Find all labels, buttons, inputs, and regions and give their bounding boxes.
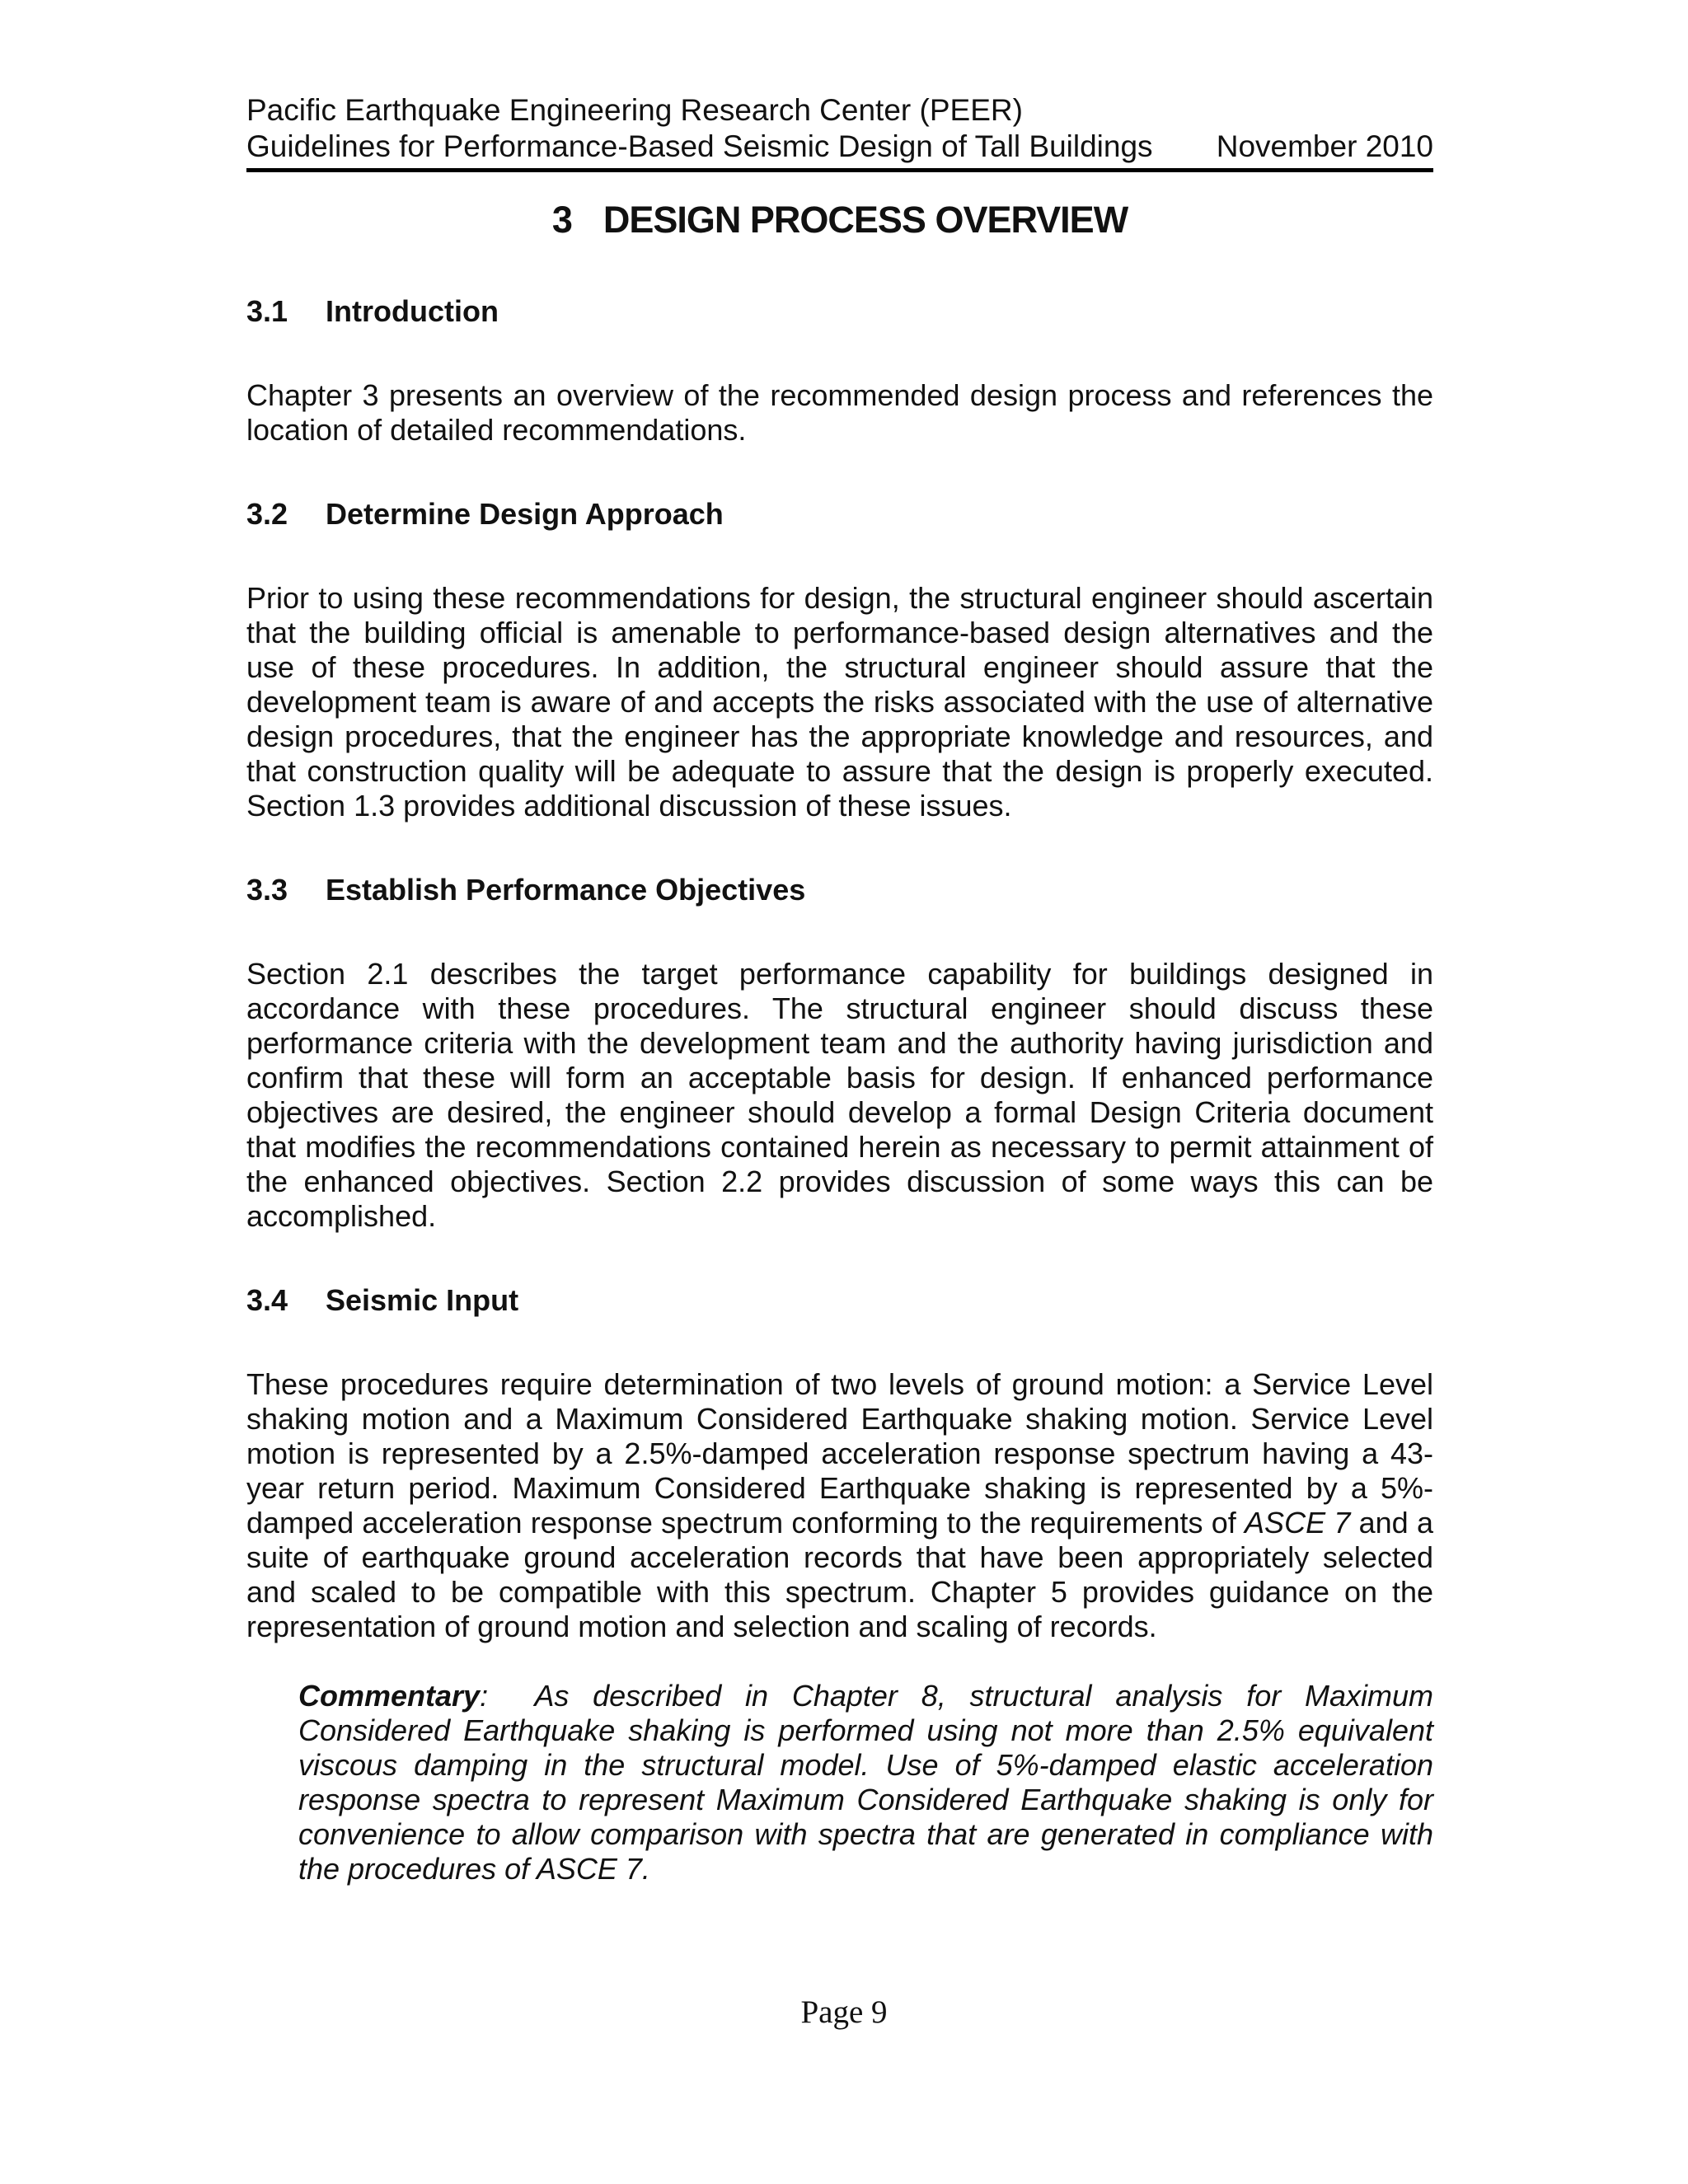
document-page — [246, 92, 1433, 1886]
section-number: 3.3 — [246, 873, 288, 907]
section-number: 3.1 — [246, 294, 288, 328]
section-number: 3.2 — [246, 497, 288, 531]
paragraph-seismic-input — [246, 1367, 1433, 1644]
commentary-text: As described in Chapter 8, structural analysis for Maximum Considered Earthquake shaking is performed using not more than 2.5% equivalent viscous damping in the structural model. Use of 5%-damped elastic acceleration response spectra to represent Maximum Considered Earthquake shaking is only for convenience to allow comparison with spectra that are generated in compliance with the procedures of ASCE 7. — [298, 1679, 1433, 1886]
commentary-label: Commentary — [298, 1679, 481, 1713]
section-heading-seismic-input — [246, 1283, 1433, 1318]
chapter-title-text: DESIGN PROCESS OVERVIEW — [603, 199, 1128, 241]
paragraph-design-approach: Prior to using these recommendations for design, the structural engineer should ascertain that the building official is amenable to performance-based design alternatives and the use of these procedures. In addition, the structural engineer should assure that the development team is aware of and accepts the risks associated with the use of alternative design procedures, that the engineer has the appropriate knowledge and resources, and that construction quality will be adequate to assure that the design is properly executed. Section 1.3 provides additional discussion of these issues. — [246, 581, 1433, 823]
seismic-input-text-2: and a suite of earthquake ground acceleration records that have been appropriately selected and scaled to be compatible with this spectrum. Chapter 5 provides guidance on the representation of ground motion and selection and scaling of records. — [246, 1506, 1433, 1643]
section-heading-performance-objectives — [246, 873, 1433, 907]
asce-reference: ASCE 7 — [1245, 1506, 1351, 1540]
section-heading-introduction — [246, 294, 1433, 329]
chapter-title — [246, 197, 1433, 243]
seismic-input-text-1: These procedures require determination of two levels of ground motion: a Service Level shaking motion and a Maximum Considered Earthquake shaking motion. Service Level motion is represented by a 2.5%-damped acceleration response spectrum having a 43-year return period. Maximum Considered Earthquake shaking is represented by a 5%-damped acceleration response spectrum conforming to the requirements of — [246, 1367, 1433, 1540]
section-title: Seismic Input — [326, 1283, 519, 1317]
running-header-date: November 2010 — [1216, 129, 1433, 163]
section-title: Establish Performance Objectives — [326, 873, 806, 907]
section-title: Determine Design Approach — [326, 497, 724, 531]
section-heading-design-approach — [246, 497, 1433, 532]
running-header — [246, 129, 1433, 165]
page-number: Page 9 — [800, 1994, 888, 2030]
commentary-colon: : — [480, 1679, 489, 1713]
paragraph-performance-objectives: Section 2.1 describes the target performance capability for buildings designed in accordance with these procedures. The structural engineer should discuss these performance criteria with the development team and the authority having jurisdiction and confirm that these will form an acceptable basis for design. If enhanced performance objectives are desired, the engineer should develop a formal Design Criteria document that modifies the recommendations contained herein as necessary to permit attainment of the enhanced objectives. Section 2.2 provides discussion of some ways this can be accomplished. — [246, 957, 1433, 1233]
chapter-number: 3 — [551, 199, 572, 241]
header-divider — [246, 168, 1433, 172]
section-title: Introduction — [326, 294, 499, 328]
paragraph-introduction: Chapter 3 presents an overview of the recommended design process and references the location of detailed recommendations. — [246, 378, 1433, 447]
running-header-title: Guidelines for Performance-Based Seismic Design of Tall Buildings — [246, 129, 1153, 163]
section-number: 3.4 — [246, 1283, 288, 1317]
commentary-block — [298, 1679, 1433, 1886]
running-header-org: Pacific Earthquake Engineering Research Center (PEER) — [246, 93, 1023, 127]
